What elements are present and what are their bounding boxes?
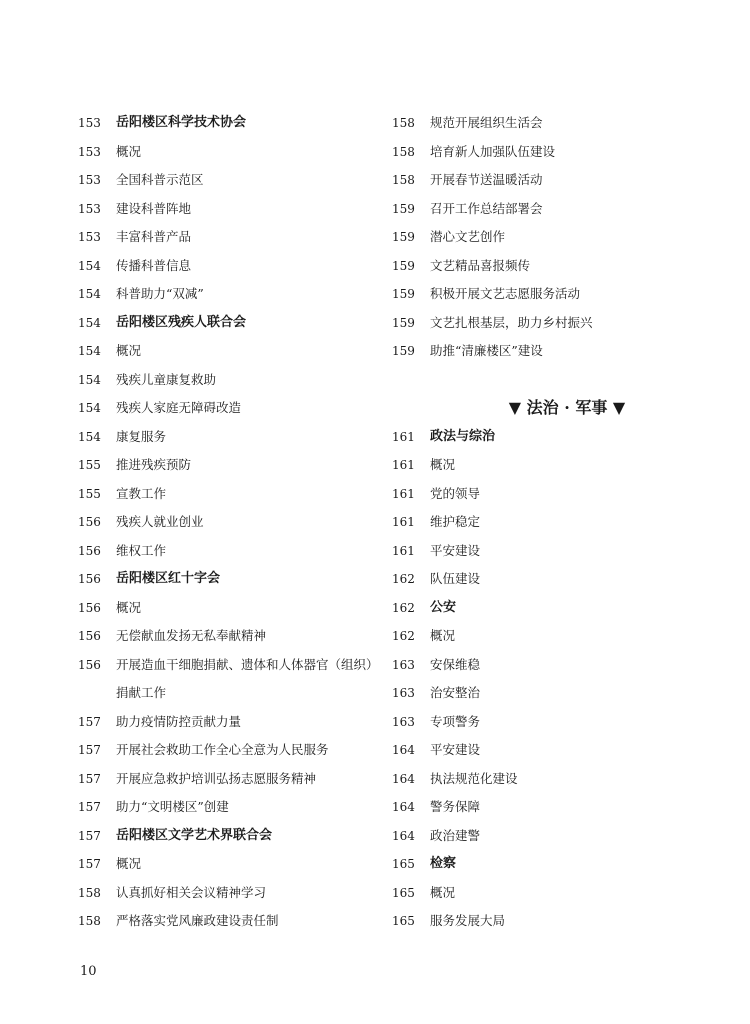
toc-entry-title: 平安建设	[430, 542, 481, 558]
toc-entry-title: 概况	[430, 628, 456, 643]
toc-entry-title: 安保维稳	[430, 656, 481, 672]
toc-entry-title: 治安整治	[430, 685, 481, 700]
toc-entry	[392, 651, 702, 680]
toc-entry	[392, 765, 702, 794]
toc-page-number: 161	[392, 429, 415, 444]
toc-entry	[392, 679, 702, 708]
toc-page-number: 159	[392, 315, 415, 330]
toc-entry	[392, 252, 702, 281]
toc-page-number: 158	[392, 144, 415, 159]
toc-entry	[392, 907, 702, 936]
toc-page-number: 157	[78, 800, 101, 814]
toc-page-number: 157	[78, 857, 101, 871]
toc-entry-title: 概况	[116, 143, 142, 159]
toc-entry	[392, 280, 702, 309]
toc-entry-title: 队伍建设	[430, 571, 481, 586]
toc-entry-title: 建设科普阵地	[116, 200, 192, 216]
toc-heading	[392, 594, 702, 623]
toc-page-number: 161	[392, 486, 415, 501]
toc-entry	[78, 736, 388, 765]
toc-entry-title: 宣教工作	[116, 485, 167, 501]
toc-page-number: 154	[78, 372, 101, 387]
toc-entry-title: 服务发展大局	[430, 913, 506, 928]
toc-entry-title: 认真抓好相关会议精神学习	[116, 884, 267, 900]
toc-entry	[78, 537, 388, 566]
toc-entry-title: 警务保障	[430, 799, 481, 814]
toc-entry	[78, 508, 388, 537]
toc-entry-title: 培育新人加强队伍建设	[430, 143, 556, 159]
toc-entry	[392, 480, 702, 509]
toc-entry-title: 党的领导	[430, 485, 481, 501]
toc-entry-title: 全国科普示范区	[116, 172, 204, 187]
toc-entry	[78, 166, 388, 195]
toc-entry	[78, 651, 388, 680]
toc-entry-title: 召开工作总结部署会	[430, 200, 543, 216]
toc-entry	[78, 594, 388, 623]
toc-page-number: 156	[78, 600, 101, 615]
toc-page-number: 164	[392, 800, 415, 814]
toc-page-number: 161	[392, 458, 415, 472]
toc-entry-title: 岳阳楼区科学技术协会	[116, 115, 247, 130]
toc-page-number: 157	[78, 743, 101, 757]
toc-entry	[392, 138, 702, 167]
toc-page-number: 159	[392, 258, 415, 273]
toc-entry-title: 科普助力“双减”	[116, 286, 204, 301]
toc-entry-title: 残疾人家庭无障碍改造	[116, 400, 242, 415]
section-title: ▼ 法治 · 军事 ▼	[508, 398, 626, 417]
toc-entry	[78, 451, 388, 480]
toc-page-number: 154	[78, 401, 101, 415]
toc-page-number: 163	[392, 714, 415, 729]
toc-page-number: 155	[78, 486, 101, 501]
toc-entry	[78, 765, 388, 794]
toc-heading	[78, 109, 388, 138]
toc-page-number: 154	[78, 258, 101, 273]
toc-entry	[78, 850, 388, 879]
toc-entry-title: 推进残疾预防	[116, 457, 192, 472]
toc-page-number: 159	[392, 201, 415, 216]
toc-entry-title: 公安	[430, 599, 457, 615]
toc-entry	[392, 109, 702, 138]
toc-entry	[78, 195, 388, 224]
toc-entry	[392, 451, 702, 480]
toc-entry-title: 积极开展文艺志愿服务活动	[430, 286, 581, 301]
toc-entry	[78, 708, 388, 737]
toc-entry-title: 康复服务	[116, 428, 167, 444]
toc-entry-title: 概况	[430, 884, 456, 900]
toc-page-number: 156	[78, 657, 101, 672]
toc-entry	[392, 166, 702, 195]
toc-entry-title: 维护稳定	[430, 514, 481, 529]
toc-entry	[392, 337, 702, 366]
toc-entry-title: 专项警务	[430, 713, 481, 729]
toc-page-number: 162	[392, 572, 415, 586]
toc-entry	[78, 622, 388, 651]
toc-page-number: 154	[78, 315, 101, 330]
toc-entry	[78, 423, 388, 452]
toc-entry-title: 文艺扎根基层，助力乡村振兴	[430, 314, 593, 330]
toc-entry-title: 维权工作	[116, 542, 167, 558]
toc-right-column	[392, 109, 702, 936]
toc-entry-title: 概况	[116, 856, 142, 871]
toc-page-number: 153	[78, 201, 101, 216]
toc-page-number: 158	[392, 116, 415, 130]
page-number: 10	[80, 964, 97, 979]
toc-page-number: 154	[78, 287, 101, 301]
toc-entry-title: 平安建设	[430, 742, 481, 757]
toc-page-number: 159	[392, 344, 415, 358]
toc-entry-title: 执法规范化建设	[430, 770, 518, 786]
toc-entry	[392, 736, 702, 765]
toc-heading	[392, 423, 702, 452]
toc-page-number: 162	[392, 629, 415, 643]
toc-entry-title: 残疾人就业创业	[116, 514, 204, 529]
toc-page-number: 156	[78, 515, 101, 529]
toc-entry	[392, 822, 702, 851]
toc-heading	[78, 822, 388, 851]
toc-page-number: 165	[392, 914, 415, 928]
toc-entry-title: 开展春节送温暖活动	[430, 172, 543, 187]
toc-entry-title: 助力疫情防控贡献力量	[116, 713, 242, 729]
toc-page-number: 158	[78, 885, 101, 900]
toc-page-number: 163	[392, 686, 415, 700]
toc-left-column	[78, 109, 388, 936]
toc-entry-title: 规范开展组织生活会	[430, 115, 543, 130]
toc-page-number: 157	[78, 828, 101, 843]
toc-entry	[78, 480, 388, 509]
toc-entry	[392, 622, 702, 651]
toc-page-number: 156	[78, 572, 101, 586]
toc-right-top-list	[392, 109, 702, 366]
toc-page-number: 159	[392, 230, 415, 244]
toc-page-number: 156	[78, 629, 101, 643]
toc-page-number: 163	[392, 657, 415, 672]
toc-entry	[392, 537, 702, 566]
toc-page-number: 158	[78, 914, 101, 928]
toc-entry-title: 文艺精品喜报频传	[430, 257, 531, 273]
toc-heading	[78, 565, 388, 594]
toc-entry	[392, 793, 702, 822]
toc-page-number: 165	[392, 885, 415, 900]
toc-entry	[78, 907, 388, 936]
toc-page-number: 154	[78, 429, 101, 444]
toc-entry	[392, 508, 702, 537]
toc-entry	[78, 679, 388, 708]
toc-entry-title: 政法与综治	[430, 428, 496, 444]
toc-page-number: 153	[78, 173, 101, 187]
toc-page-number: 155	[78, 458, 101, 472]
toc-page-number: 165	[392, 857, 415, 871]
toc-page-number: 162	[392, 600, 415, 615]
toc-entry	[78, 879, 388, 908]
toc-entry-title: 开展社会救助工作全心全意为人民服务	[116, 742, 329, 757]
toc-entry-title: 无偿献血发扬无私奉献精神	[116, 628, 267, 643]
toc-page-number: 164	[392, 771, 415, 786]
toc-entry	[78, 793, 388, 822]
toc-entry-title: 概况	[430, 457, 456, 472]
toc-entry-title: 开展造血干细胞捐献、遗体和人体器官（组织）	[116, 656, 379, 672]
toc-entry	[392, 708, 702, 737]
toc-entry	[78, 252, 388, 281]
toc-right-bottom-list	[392, 423, 702, 936]
toc-entry-title: 助推“清廉楼区”建设	[430, 343, 543, 358]
toc-entry-title: 岳阳楼区残疾人联合会	[116, 314, 247, 330]
toc-entry-title: 岳阳楼区文学艺术界联合会	[116, 827, 273, 843]
toc-entry-title: 潜心文艺创作	[430, 229, 506, 244]
toc-entry-title: 丰富科普产品	[116, 229, 192, 244]
toc-entry-title: 助力“文明楼区”创建	[116, 799, 229, 814]
toc-entry-title: 捐献工作	[116, 685, 167, 700]
toc-entry-title: 残疾儿童康复救助	[116, 371, 217, 387]
toc-page-number: 164	[392, 743, 415, 757]
toc-entry-title: 岳阳楼区红十字会	[116, 571, 221, 586]
toc-entry-title: 概况	[116, 599, 142, 615]
toc-page-number: 158	[392, 173, 415, 187]
toc-page-number: 157	[78, 714, 101, 729]
toc-entry	[78, 223, 388, 252]
toc-page-number: 153	[78, 144, 101, 159]
toc-entry	[78, 138, 388, 167]
toc-entry-title: 传播科普信息	[116, 257, 192, 273]
toc-entry	[392, 309, 702, 338]
toc-page-number: 161	[392, 515, 415, 529]
toc-entry-title: 概况	[116, 343, 142, 358]
toc-entry	[392, 879, 702, 908]
toc-entry	[78, 366, 388, 395]
toc-page-number: 159	[392, 287, 415, 301]
toc-page-number: 153	[78, 116, 101, 130]
toc-heading	[392, 850, 702, 879]
toc-entry	[78, 394, 388, 423]
toc-entry-title: 严格落实党风廉政建设责任制	[116, 913, 279, 928]
toc-entry	[392, 223, 702, 252]
toc-entry	[392, 565, 702, 594]
toc-page-number: 154	[78, 344, 101, 358]
toc-entry	[392, 195, 702, 224]
toc-page-number: 164	[392, 828, 415, 843]
toc-page-number: 161	[392, 543, 415, 558]
toc-page-number: 156	[78, 543, 101, 558]
toc-page-number: 153	[78, 230, 101, 244]
toc-entry	[78, 337, 388, 366]
toc-entry-title: 政治建警	[430, 827, 481, 843]
toc-page-number: 157	[78, 771, 101, 786]
toc-entry-title: 检察	[430, 856, 457, 871]
toc-entry-title: 开展应急救护培训弘扬志愿服务精神	[116, 770, 317, 786]
toc-heading	[78, 309, 388, 338]
toc-entry	[78, 280, 388, 309]
